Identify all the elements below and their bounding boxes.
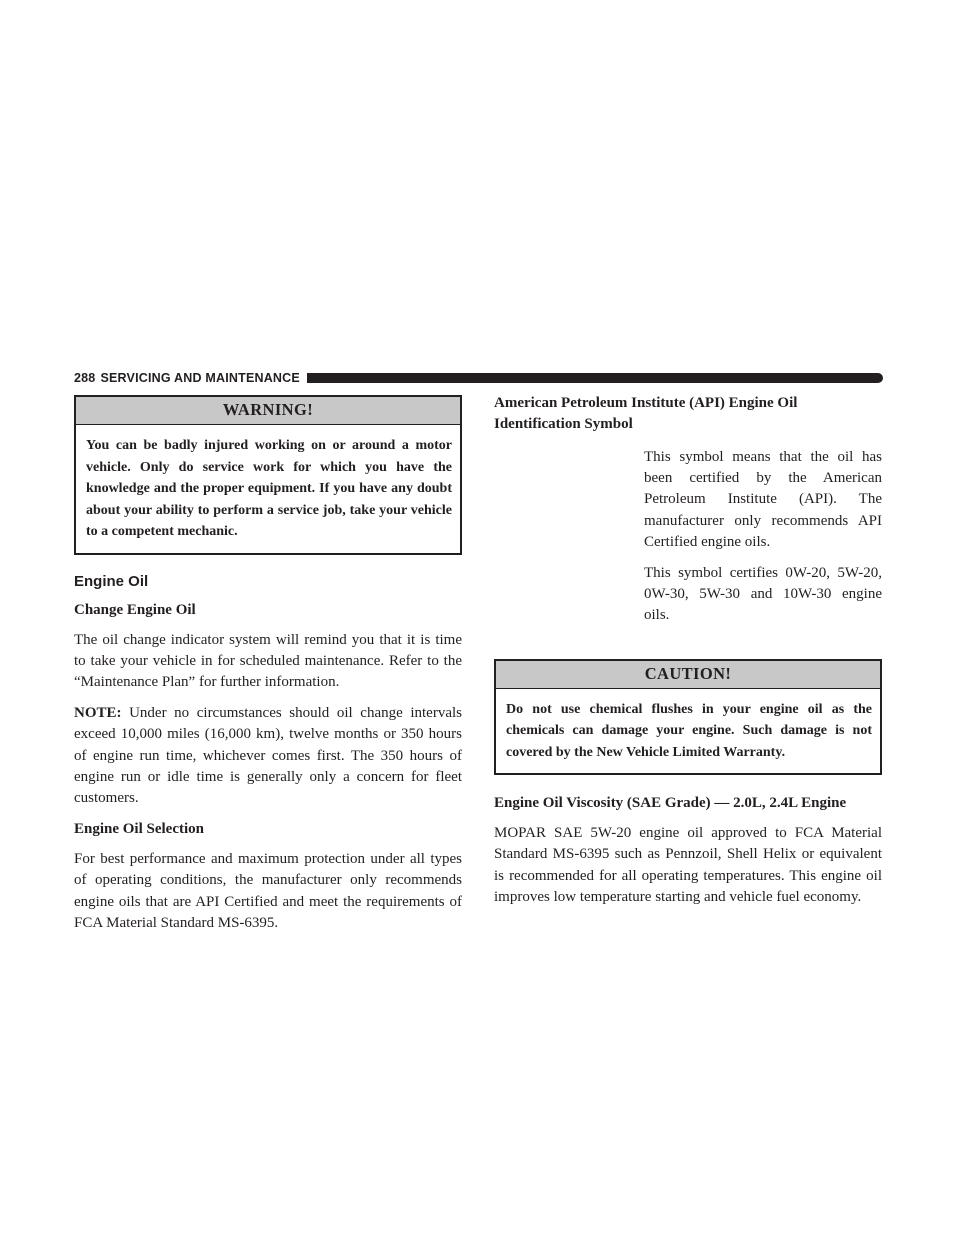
api-symbol-text-1: This symbol means that the oil has been certified by the American Petroleum Institute (API). The manufacturer only recommends API Certified engine oils. (644, 449, 882, 550)
change-engine-oil-text: The oil change indicator system will remind you that it is time to take your vehicle in for scheduled maintenance. Refer to the “Maintenance Plan” for further information. (74, 631, 462, 690)
api-symbol-heading: American Petroleum Institute (API) Engine Oil Identification Symbol (494, 395, 798, 432)
api-symbol-image-area (494, 447, 644, 637)
right-column (494, 393, 882, 918)
note-text: Under no circumstances should oil change intervals exceed 10,000 miles (16,000 km), twelve months or 350 hours of engine run time, whichever comes first. The 350 hours of engine run or idle time is generally only a concern for fleet customers. (74, 705, 462, 806)
section-title: SERVICING AND MAINTENANCE (100, 371, 300, 385)
api-symbol-text-2: This symbol certifies 0W-20, 5W-20, 0W-30, 5W-30 and 10W-30 engine oils. (644, 565, 882, 624)
api-symbol-description (644, 447, 882, 637)
engine-oil-selection-text: For best performance and maximum protection under all types of operating conditions, the manufacturer only recommends engine oils that are API Certified and meet the requirements of FCA Material Standard MS-6395. (74, 851, 462, 931)
api-symbol-section (494, 447, 882, 637)
note-label: NOTE: (74, 705, 122, 722)
engine-oil-selection-heading: Engine Oil Selection (74, 821, 205, 838)
warning-title: WARNING! (76, 397, 460, 425)
change-engine-oil-heading: Change Engine Oil (74, 601, 196, 618)
viscosity-heading: Engine Oil Viscosity (SAE Grade) — 2.0L, 2.4L Engine (494, 795, 847, 812)
viscosity-text: MOPAR SAE 5W-20 engine oil approved to FCA Material Standard MS-6395 such as Pennzoil, Shell Helix or equivalent is recommended for all operating temperatures. This engine oil improves low temperature starting and vehicle fuel economy. (494, 825, 882, 905)
warning-text: You can be badly injured working on or around a motor vehicle. Only do service work for which you have the knowledge and the proper equipment. If you have any doubt about your ability to perform a service job, take your vehicle to a competent mechanic. (86, 438, 452, 539)
header-bar (307, 373, 883, 383)
page-number: 288 (74, 371, 96, 385)
caution-box (494, 659, 882, 776)
caution-title: CAUTION! (496, 661, 880, 689)
page-header (74, 370, 883, 386)
caution-wrapper (494, 659, 882, 776)
caution-text: Do not use chemical flushes in your engine oil as the chemicals can damage your engine. Such damage is not covered by the New Vehicle Limited Warranty. (506, 701, 872, 760)
warning-box (74, 395, 462, 555)
engine-oil-heading: Engine Oil (74, 572, 149, 590)
left-column (74, 395, 462, 944)
note-paragraph (74, 703, 462, 809)
